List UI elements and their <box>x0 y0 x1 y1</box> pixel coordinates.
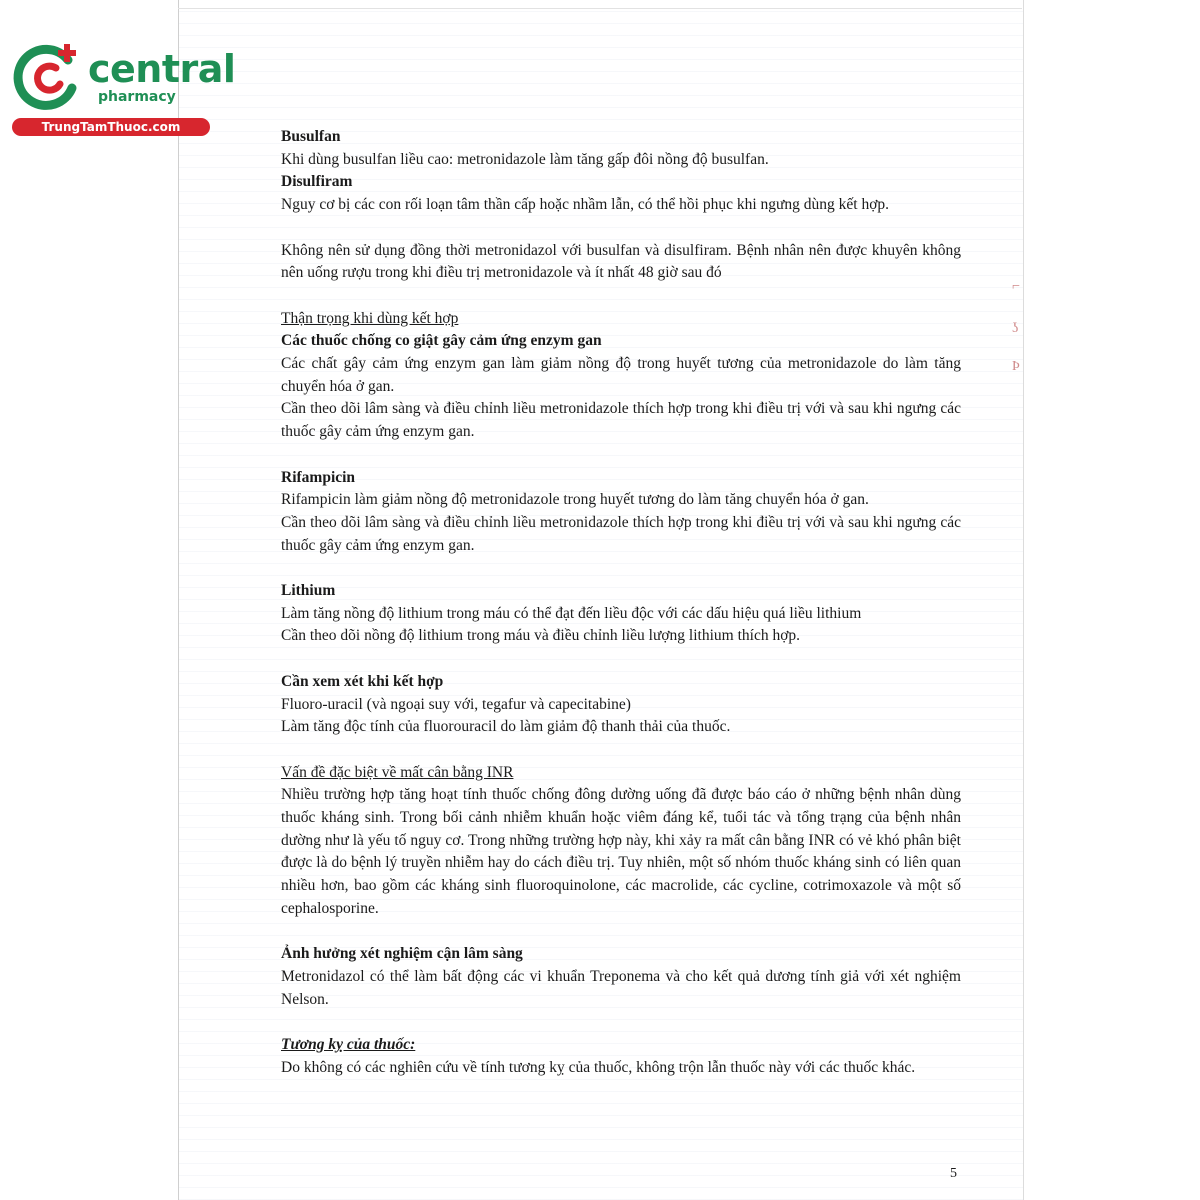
lab-test-text: Metronidazol có thể làm bất động các vi khuẩn Treponema và cho kết quả dương tính giả với xét nghiệm Nelson. <box>281 967 961 1008</box>
page-number: 5 <box>950 1166 957 1181</box>
consider-text-2: Làm tăng độc tính của fluorouracil do làm giảm độ thanh thải của thuốc. <box>281 718 731 736</box>
brand-subtitle: pharmacy <box>98 89 176 105</box>
brand-name: central <box>88 47 236 91</box>
lithium-text-2: Cần theo dõi nồng độ lithium trong máu và điều chỉnh liều lượng lithium thích hợp. <box>281 627 801 645</box>
anticonvulsant-title: Các thuốc chống co giật gây cảm ứng enzym gan <box>281 332 602 350</box>
anticonvulsant-text-2: Cần theo dõi lâm sàng và điều chỉnh liều metronidazole thích hợp trong khi điều trị với và sau khi ngưng các thuốc gây cảm ứng enzym gan. <box>281 400 961 441</box>
consider-title: Cần xem xét khi kết hợp <box>281 672 444 690</box>
inr-text: Nhiều trường hợp tăng hoạt tính thuốc chống đông dường uống đã được báo cáo ở những bệnh nhân dùng thuốc kháng sinh. Trong bối cảnh nhiễm khuẩn hoặc viêm đáng kể, tuổi tác và tổng trạng của bệnh nhân dường như là yếu tố nguy cơ. Trong những trường hợp này, khi xảy ra mất cân bằng INR có vẻ khó phân biệt được là do bệnh lý truyền nhiễm hay do cách điều trị. Tuy nhiên, một số nhóm thuốc kháng sinh có liên quan nhiều hơn, bao gồm các kháng sinh fluoroquinolone, các macrolide, các cycline, cotrimoxazole và một số cephalosporine. <box>281 786 961 917</box>
consider-text-1: Fluoro-uracil (và ngoại suy với, tegafur và capecitabine) <box>281 695 631 713</box>
disulfiram-text: Nguy cơ bị các con rối loạn tâm thần cấp hoặc nhầm lẫn, có thể hồi phục khi ngưng dùng kết hợp. <box>281 196 890 214</box>
rifampicin-title: Rifampicin <box>281 468 356 486</box>
inr-heading: Vấn đề đặc biệt về mất cân bằng INR <box>281 763 514 781</box>
stamp-fragment: ʖ <box>1012 321 1019 336</box>
incompatibility-title: Tương kỵ của thuốc: <box>281 1036 416 1053</box>
rifampicin-text-2: Cần theo dõi lâm sàng và điều chỉnh liều metronidazole thích hợp trong khi điều trị với và sau khi ngưng các thuốc gây cảm ứng enzym gan. <box>281 513 961 554</box>
pharmacy-cross-icon <box>10 38 86 114</box>
anticonvulsant-text-1: Các chất gây cảm ứng enzym gan làm giảm nồng độ trong huyết tương của metronidazole do làm tăng chuyển hóa ở gan. <box>281 355 961 395</box>
caution-heading: Thận trọng khi dùng kết hợp <box>281 309 459 327</box>
incompatibility-text: Do không có các nghiên cứu về tính tương kỵ của thuốc, không trộn lẫn thuốc này với các thuốc khác. <box>281 1058 916 1076</box>
central-pharmacy-logo <box>10 38 236 138</box>
disulfiram-title: Disulfiram <box>281 173 353 191</box>
brand-url: TrungTamThuoc.com <box>12 118 210 136</box>
page-top-edge <box>178 8 1022 9</box>
lithium-text-1: Làm tăng nồng độ lithium trong máu có thể đạt đến liều độc với các dấu hiệu quá liều lithium <box>281 604 862 622</box>
rifampicin-text-1: Rifampicin làm giảm nồng độ metronidazole trong huyết tương do làm tăng chuyển hóa ở gan. <box>281 491 869 509</box>
stamp-fragment: Þ <box>1012 359 1020 374</box>
no-combination-text: Không nên sử dụng đồng thời metronidazol với busulfan và disulfiram. Bệnh nhân nên được khuyên không nên uống rượu trong khi điều trị metronidazole và ít nhất 48 giờ sau đó <box>281 241 961 282</box>
busulfan-title: Busulfan <box>281 128 341 145</box>
lithium-title: Lithium <box>281 582 336 599</box>
busulfan-text: Khi dùng busulfan liều cao: metronidazole làm tăng gấp đôi nồng độ busulfan. <box>281 150 769 168</box>
document-body <box>281 126 961 1079</box>
stamp-fragment: ⌐ <box>1012 279 1020 294</box>
lab-test-title: Ảnh hưởng xét nghiệm cận lâm sàng <box>281 945 523 963</box>
